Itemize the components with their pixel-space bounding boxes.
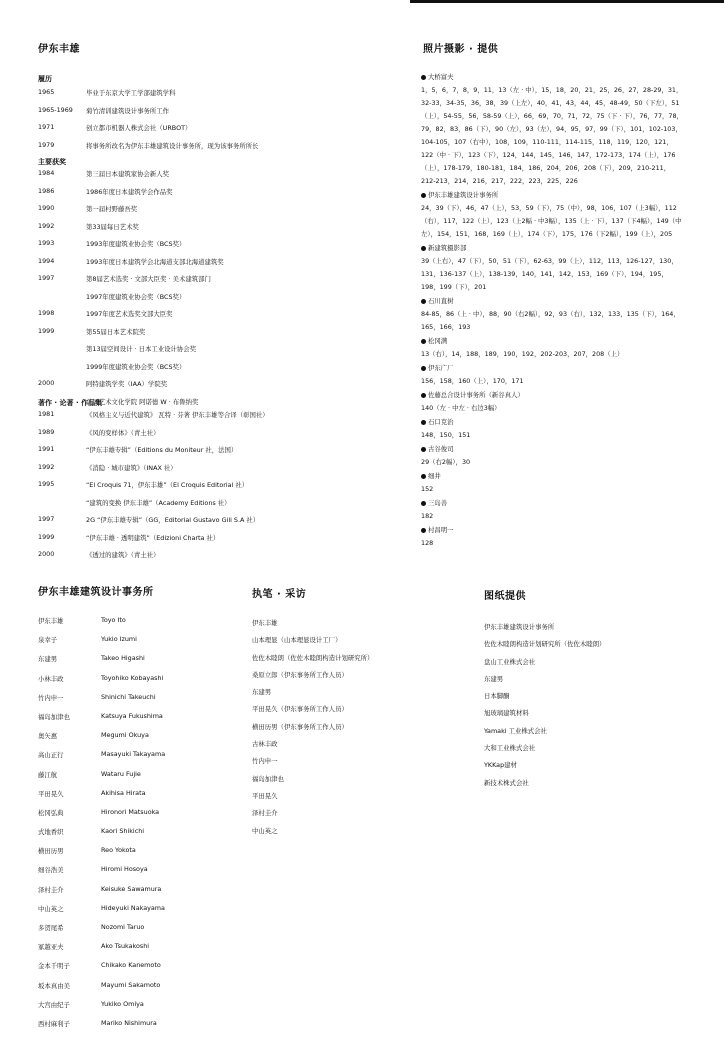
staff-name-cn: 平田晃久 xyxy=(38,789,64,798)
photo-credit-pages: 140（左 · 中左 · 右边3幅） xyxy=(421,404,501,412)
bullet-icon xyxy=(421,75,426,80)
staff-name-cn: 福岛加津也 xyxy=(38,712,70,721)
staff-name-en: Ako Tsukakoshi xyxy=(101,942,150,951)
photo-credit-item xyxy=(421,443,683,469)
staff-name-cn: 伊东丰雄 xyxy=(38,617,64,625)
bio-heading: 履历 xyxy=(38,75,52,83)
staff-name-cn: 东建男 xyxy=(38,655,58,664)
timeline-row xyxy=(38,88,398,106)
timeline-row xyxy=(38,274,398,292)
editor-item: 古林丰政 xyxy=(252,740,278,749)
photo-credit-item xyxy=(421,389,683,415)
photo-credit-name: 伊东广厂 xyxy=(428,364,454,372)
section-title-drawings: 图纸提供 xyxy=(484,591,526,602)
photo-credit-name: 石口克治 xyxy=(428,418,454,426)
editor-item: 横田历男（伊东事务所工作人员） xyxy=(252,722,348,731)
timeline-row xyxy=(38,410,398,428)
editor-item: 平田晃久（伊东事务所工作人员） xyxy=(252,705,348,714)
timeline-text: 《消隐 · 城市建筑》（INAX 社） xyxy=(86,463,177,472)
staff-name-en: Akihisa Hirata xyxy=(101,788,146,797)
staff-row xyxy=(38,654,238,673)
photo-credit-item xyxy=(421,416,683,442)
timeline-year: 1965 xyxy=(38,88,55,96)
staff-name-en: Keisuke Sawamura xyxy=(101,884,162,893)
timeline-row xyxy=(38,204,398,222)
photo-credit-name: 松冈满 xyxy=(428,337,448,345)
staff-name-en: Mariko Nishimura xyxy=(101,1018,157,1027)
timeline-text: 第8届艺术选奖 · 文部大臣奖 · 美术建筑部门 xyxy=(86,275,211,283)
staff-row xyxy=(38,827,238,846)
bio-list xyxy=(38,88,398,158)
staff-name-en: Takeo Higashi xyxy=(101,654,145,663)
drawing-provider-item: 伊东丰雄建筑设计事务所 xyxy=(484,623,555,631)
timeline-row xyxy=(38,327,398,345)
staff-row xyxy=(38,904,238,923)
editor-item: 佐佐木睦朗（佐佐木睦朗构造计划研究所） xyxy=(252,653,374,662)
staff-row xyxy=(38,1019,238,1038)
staff-name-en: Toyohiko Kobayashi xyxy=(101,673,164,682)
timeline-row xyxy=(38,106,398,124)
timeline-row xyxy=(38,239,398,257)
timeline-text: 美国艺术文化学院 阿诺德 W · 布鲁纳奖 xyxy=(86,397,199,406)
drawing-provider-item: 日本脚酮 xyxy=(484,692,510,701)
timeline-year: 1991 xyxy=(38,445,55,453)
editor-item: 福岛加津也 xyxy=(252,774,284,783)
staff-row xyxy=(38,789,238,808)
bullet-icon xyxy=(421,447,426,452)
timeline-text: “El Croquis 71，伊东丰雄”（El Croquis Editorial 社） xyxy=(86,481,249,489)
staff-name-cn: 松冈弘典 xyxy=(38,808,64,817)
staff-list xyxy=(38,616,238,1038)
staff-row xyxy=(38,942,238,961)
staff-name-cn: 泉幸子 xyxy=(38,636,58,645)
drawing-provider-item: 佐佐木睦朗构造计划研究所（佐佐木睦朗） xyxy=(484,640,606,649)
bullet-icon xyxy=(421,299,426,304)
staff-name-en: Chikako Kanemoto xyxy=(101,961,161,970)
bullet-icon xyxy=(421,474,426,479)
timeline-year: 1992 xyxy=(38,221,55,230)
timeline-row xyxy=(38,123,398,141)
timeline-row xyxy=(38,428,398,446)
timeline-year: 1965-1969 xyxy=(38,105,73,114)
staff-row xyxy=(38,750,238,769)
photo-credit-pages: 24，39（下），46，47（上），53，59（下），75（中），98，106，107（上3幅），112（右），117，122（上），123（上2幅 · 中3幅），135（上 · 下），137（下4幅），149（中左），154，151，168，169（上），174（下），175，176（下2幅），199（上），205 xyxy=(421,204,682,238)
editor-item: 东建男 xyxy=(252,688,272,697)
staff-name-en: Masayuki Takayama xyxy=(101,750,166,759)
editor-item: 中山英之 xyxy=(252,826,278,835)
photo-credit-pages: 156，158，160（上），170，171 xyxy=(421,377,524,385)
drawing-provider-item: YKKap建材 xyxy=(484,761,517,770)
staff-name-en: Toyo Ito xyxy=(101,616,126,624)
timeline-year: 2000 xyxy=(38,379,55,387)
staff-name-en: Yukio Izumi xyxy=(101,635,137,644)
timeline-year: 1999 xyxy=(38,532,55,541)
staff-row xyxy=(38,770,238,789)
staff-name-en: Megumi Okuya xyxy=(101,731,149,740)
timeline-year: 1971 xyxy=(38,123,55,131)
timeline-year: 1995 xyxy=(38,480,55,488)
timeline-text: 1993年度日本建筑学会北海道支部北海道建筑奖 xyxy=(86,257,224,266)
photo-credit-pages: 13（右），14，188，189，190，192，202-203，207，208（上） xyxy=(421,350,624,358)
photo-credit-item xyxy=(421,335,683,361)
staff-name-cn: 多贺尾希 xyxy=(38,924,64,932)
staff-row xyxy=(38,981,238,1000)
timeline-year: 1979 xyxy=(38,140,55,149)
timeline-year: 1994 xyxy=(38,256,55,265)
editor-item: 伊东丰雄 xyxy=(252,619,278,627)
staff-row xyxy=(38,1000,238,1019)
bullet-icon xyxy=(421,339,426,344)
section-title-ito: 伊东丰雄 xyxy=(38,44,80,55)
staff-row xyxy=(38,846,238,865)
staff-name-cn: 高山正行 xyxy=(38,751,64,760)
bullet-icon xyxy=(421,501,426,506)
timeline-row xyxy=(38,362,398,380)
timeline-row xyxy=(38,187,398,205)
photo-credit-pages: 128 xyxy=(421,539,434,547)
timeline-row xyxy=(38,480,398,498)
photo-credit-item xyxy=(421,295,683,334)
staff-name-cn: 西村麻利子 xyxy=(38,1019,70,1028)
bullet-icon xyxy=(421,528,426,533)
staff-name-cn: 中山英之 xyxy=(38,904,64,913)
staff-name-en: Yukiko Omiya xyxy=(101,999,144,1008)
staff-name-en: Katsuya Fukushima xyxy=(101,711,163,720)
staff-name-cn: 式地香织 xyxy=(38,828,64,837)
staff-row xyxy=(38,616,238,635)
staff-row xyxy=(38,674,238,693)
timeline-text: “建筑的变换 伊东丰雄”（Academy Editions 社） xyxy=(86,498,231,507)
staff-name-en: Reo Yokota xyxy=(101,846,136,855)
photo-credit-item xyxy=(421,362,683,388)
timeline-text: 《透过的建筑》（青土社） xyxy=(86,551,160,559)
drawings-list xyxy=(484,619,605,792)
bullet-icon xyxy=(421,246,426,251)
photo-credit-item xyxy=(421,497,683,523)
staff-name-cn: 横田历男 xyxy=(38,847,64,856)
staff-name-cn: 小林丰政 xyxy=(38,674,64,683)
editor-item: 泽村圭介 xyxy=(252,809,278,818)
drawing-provider-item: 盘山工业株式会社 xyxy=(484,657,536,666)
photo-credit-pages: 182 xyxy=(421,512,434,520)
staff-name-en: Kaori Shikichi xyxy=(101,827,145,836)
editor-item: 桑原立郎（伊东事务所工作人员） xyxy=(252,670,348,679)
bullet-icon xyxy=(421,420,426,425)
timeline-year: 1999 xyxy=(38,326,55,335)
photo-credit-item xyxy=(421,524,683,550)
timeline-text: 第三届日本建筑家协会新人奖 xyxy=(86,170,170,178)
staff-name-en: Nozomi Taruo xyxy=(101,923,145,931)
photo-credit-item xyxy=(421,242,683,294)
timeline-year: 1992 xyxy=(38,462,55,471)
section-title-photo: 照片摄影 · 提供 xyxy=(423,44,499,55)
timeline-text: “伊东丰雄 · 透明建筑”（Edizioni Charta 社） xyxy=(86,533,220,542)
staff-row xyxy=(38,961,238,980)
photo-credit-list xyxy=(421,71,683,551)
staff-row xyxy=(38,712,238,731)
staff-name-cn: 坂本真由美 xyxy=(38,981,70,990)
photo-credit-pages: 152 xyxy=(421,485,434,493)
staff-name-cn: 竹内申一 xyxy=(38,693,64,702)
editor-item: 山本理显（山本理显设计工厂） xyxy=(252,636,342,645)
timeline-year: 1981 xyxy=(38,410,55,418)
timeline-row xyxy=(38,222,398,240)
timeline-text: 1997年度艺术选奖文部大臣奖 xyxy=(86,310,173,318)
timeline-text: 1999年度建筑业协会奖（BCS奖） xyxy=(86,362,186,371)
timeline-text: “伊东丰雄专辑”（Editions du Moniteur 社，法国） xyxy=(86,446,238,454)
timeline-text: 第一届村野藤吾奖 xyxy=(86,205,138,213)
timeline-row xyxy=(38,533,398,551)
timeline-text: 将事务所改名为伊东丰雄建筑设计事务所，现为该事务所所长 xyxy=(86,141,259,150)
timeline-text: 1986年度日本建筑学会作品奖 xyxy=(86,187,173,196)
timeline-year: 1986 xyxy=(38,186,55,195)
photo-credit-name: 细井 xyxy=(428,472,441,480)
staff-name-cn: 细谷浩美 xyxy=(38,866,64,875)
timeline-row xyxy=(38,141,398,159)
timeline-text: 第13届空间设计 · 日本工业设计协会奖 xyxy=(86,345,197,353)
timeline-row xyxy=(38,257,398,275)
drawing-provider-item: 旭玻璃建筑材料 xyxy=(484,709,529,718)
photo-credit-item xyxy=(421,71,683,188)
drawing-provider-item: Yamaki 工业株式会社 xyxy=(484,726,547,735)
timeline-year: 1984 xyxy=(38,169,55,177)
staff-row xyxy=(38,693,238,712)
works-list xyxy=(38,410,398,568)
timeline-text: 1997年度建筑业协会奖（BCS奖） xyxy=(86,292,186,301)
staff-row xyxy=(38,635,238,654)
timeline-row xyxy=(38,309,398,327)
timeline-row xyxy=(38,379,398,397)
section-title-office: 伊东丰雄建筑设计事务所 xyxy=(38,587,154,598)
timeline-year: 1989 xyxy=(38,427,55,436)
staff-name-cn: 冢越亚夫 xyxy=(38,943,64,952)
photo-credit-name: 伊东丰雄建筑设计事务所 xyxy=(428,191,499,199)
photo-credit-pages: 84-85，86（上 · 中），88，90（右2幅），92，93（右），132，133，135（下），164，165，166，193 xyxy=(421,310,680,331)
timeline-year: 1997 xyxy=(38,274,55,282)
bullet-icon xyxy=(421,393,426,398)
awards-list xyxy=(38,169,398,414)
timeline-text: 阿特建筑学奖（IAA）学院奖 xyxy=(86,380,168,388)
works-heading: 著作 · 论著 · 作品集 xyxy=(38,399,103,407)
timeline-year: 1997 xyxy=(38,515,55,523)
drawing-provider-item: 大和工业株式会社 xyxy=(484,744,536,753)
timeline-row xyxy=(38,169,398,187)
staff-row xyxy=(38,923,238,942)
staff-name-en: Hideyuki Nakayama xyxy=(101,903,165,912)
drawing-provider-item: 东建男 xyxy=(484,674,504,683)
timeline-row xyxy=(38,550,398,568)
photo-credit-pages: 1，5，6，7，8，9，11，13（左 · 中），15，18，20，21，25，26，27，28-29，31，32-33，34-35，36，38，39（上左），40，41，43，44，45，48-49，50（下左），51（上），54-55，56，58-59（上），66，69，70，71，72，75（下 · 下），76，77，78，79，82，83，86（下），90（左），93（左），94，95，97，99（下），101，102-103，104-105，107（右中），108，109，110-111，114-115，118，119，120，121，122（中 · 下），123（下），124，144，145，146，147，172-173，174（上），176（上），178-179，180-181，184，186，204，206，208（下），209，210-211，212-213，214，216，217，222，223，225，226 xyxy=(421,86,683,185)
top-rule xyxy=(410,0,724,3)
photo-credit-name: 石川直树 xyxy=(428,297,454,305)
timeline-text: 第33届每日艺术奖 xyxy=(86,222,139,231)
timeline-text: 菊竹清训建筑设计事务所工作 xyxy=(86,106,170,115)
staff-row xyxy=(38,885,238,904)
timeline-year: 1993 xyxy=(38,239,55,247)
timeline-text: 1993年度建筑业协会奖（BCS奖） xyxy=(86,240,186,248)
timeline-year: 1998 xyxy=(38,309,55,317)
staff-name-en: Hironori Matsuoka xyxy=(101,807,160,816)
staff-name-en: Mayumi Sakamoto xyxy=(101,980,161,989)
photo-credit-name: 佐藤总合设计事务所（新谷真人） xyxy=(428,391,524,399)
photo-credit-pages: 148，150，151 xyxy=(421,431,471,439)
bullet-icon xyxy=(421,366,426,371)
photo-credit-pages: 39（上右），47（下），50，51（下），62-63，99（上），112，113，126-127，130，131，136-137（上），138-139，140，141，142，153，169（下），194，195，198，199（下），201 xyxy=(421,257,678,291)
photo-credit-item xyxy=(421,470,683,496)
drawing-provider-item: 新技术株式会社 xyxy=(484,778,529,787)
timeline-text: 《风格主义与近代建筑》 瓦特 · 芬著 伊东丰雄等合译（彰国社） xyxy=(86,411,269,419)
section-title-editors: 执笔 · 采访 xyxy=(252,589,307,600)
timeline-text: 创立都市机器人株式会社（URBOT） xyxy=(86,124,192,132)
timeline-row xyxy=(38,498,398,516)
staff-name-en: Hiromi Hosoya xyxy=(101,865,148,874)
timeline-row xyxy=(38,515,398,533)
photo-credit-name: 新建筑摄影部 xyxy=(428,244,467,252)
timeline-text: 毕业于东京大学工学部建筑学科 xyxy=(86,89,176,97)
photo-credit-name: 三岛善 xyxy=(428,499,448,507)
staff-name-cn: 藤江航 xyxy=(38,770,58,779)
staff-row xyxy=(38,731,238,750)
timeline-text: 2G “伊东丰雄专辑”（GG，Editorial Gustavo Gili S.A 社） xyxy=(86,516,260,524)
timeline-row xyxy=(38,344,398,362)
timeline-year: 2000 xyxy=(38,550,55,558)
staff-name-en: Shinichi Takeuchi xyxy=(101,692,156,701)
timeline-row xyxy=(38,292,398,310)
editor-item: 竹内申一 xyxy=(252,757,278,766)
photo-credit-name: 古谷俊司 xyxy=(428,445,454,453)
timeline-row xyxy=(38,445,398,463)
staff-name-cn: 奥矢惠 xyxy=(38,732,58,741)
photo-credit-name: 大桥富夫 xyxy=(428,73,454,81)
photo-credit-item xyxy=(421,189,683,241)
photo-credit-name: 村昌明一 xyxy=(428,526,454,534)
staff-row xyxy=(38,808,238,827)
staff-name-cn: 大宫由纪子 xyxy=(38,1000,70,1009)
bullet-icon xyxy=(421,193,426,198)
timeline-text: 《风的变样体》（青土社） xyxy=(86,428,160,437)
awards-heading: 主要获奖 xyxy=(38,158,66,166)
staff-row xyxy=(38,865,238,884)
timeline-row xyxy=(38,463,398,481)
staff-name-en: Wataru Fujie xyxy=(101,769,141,778)
photo-credit-pages: 29（右2幅），30 xyxy=(421,458,471,466)
timeline-text: 第55届日本艺术院奖 xyxy=(86,327,146,336)
timeline-year: 1990 xyxy=(38,204,55,212)
staff-name-cn: 泽村圭介 xyxy=(38,885,64,894)
editor-item: 平田晃久 xyxy=(252,791,278,800)
staff-name-cn: 金本千明子 xyxy=(38,962,70,971)
editor-list xyxy=(252,615,373,840)
